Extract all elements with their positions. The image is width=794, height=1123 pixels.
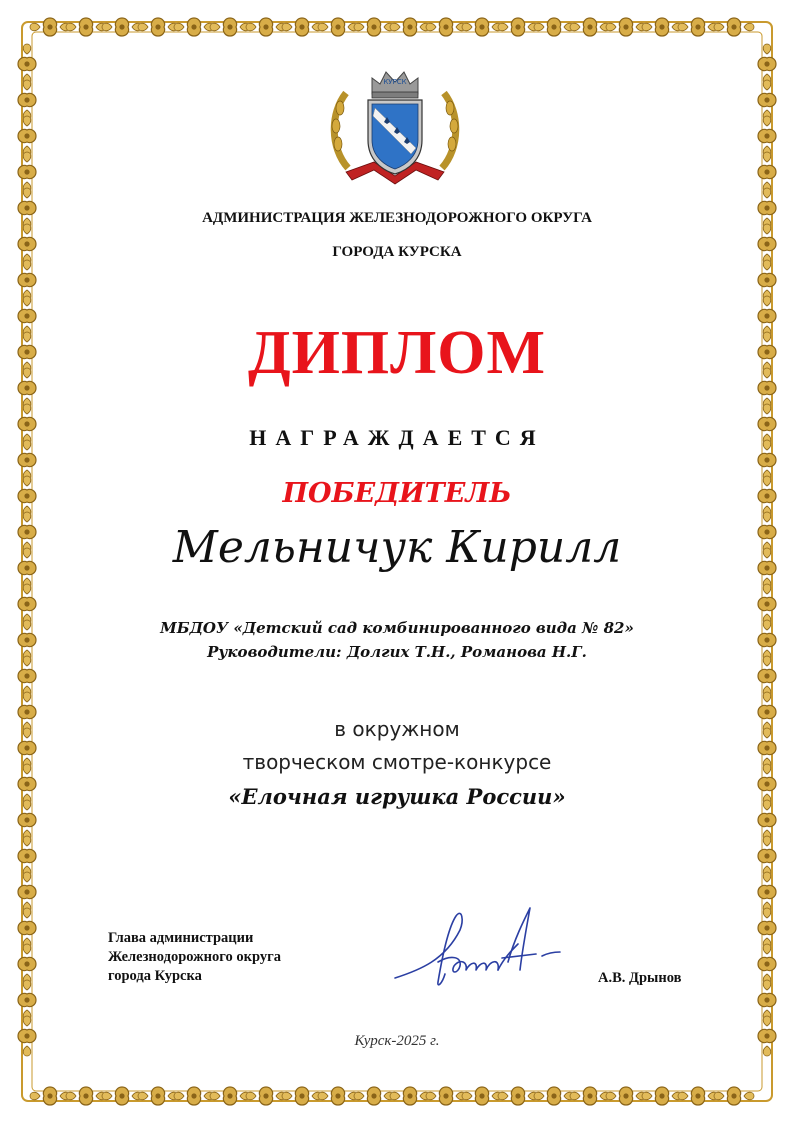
frame-ornament [30, 1087, 70, 1105]
frame-ornament [758, 260, 776, 300]
coat-of-arms [328, 68, 462, 186]
frame-ornament [174, 1087, 214, 1105]
frame-ornament [462, 1087, 502, 1105]
svg-text:КУРСК: КУРСК [383, 78, 407, 86]
frame-ornament [758, 584, 776, 624]
frame-ornament [18, 980, 36, 1020]
contest-line-1: в окружном [334, 717, 460, 741]
frame-ornament [210, 1087, 250, 1105]
frame-ornament [642, 18, 682, 36]
frame-ornament [18, 584, 36, 624]
frame-ornament [462, 18, 502, 36]
signatory-position-line-3: города Курска [108, 968, 202, 984]
signatory-position-line-2: Железнодорожного округа [108, 949, 281, 965]
frame-ornament [18, 836, 36, 876]
signatory-position [108, 929, 281, 986]
organization: МБДОУ «Детский сад комбинированного вида № 82» [160, 619, 634, 637]
frame-ornament [18, 260, 36, 300]
frame-ornament [246, 1087, 286, 1105]
frame-ornament [498, 18, 538, 36]
frame-ornament [758, 116, 776, 156]
frame-ornament [758, 656, 776, 696]
frame-ornament [354, 1087, 394, 1105]
signatory-name: А.В. Дрынов [598, 970, 682, 986]
frame-ornament [210, 18, 250, 36]
frame-ornament [714, 18, 754, 36]
frame-ornament [758, 836, 776, 876]
frame-ornament [390, 1087, 430, 1105]
frame-ornament [138, 1087, 178, 1105]
recipient-name: Мельничук Кирилл [172, 522, 622, 573]
frame-ornament [758, 980, 776, 1020]
frame-ornament [758, 944, 776, 984]
frame-ornament [66, 18, 106, 36]
frame-ornament [570, 1087, 610, 1105]
signature [390, 900, 570, 995]
frame-ornament [498, 1087, 538, 1105]
frame-ornament [714, 1087, 754, 1105]
frame-ornament [758, 872, 776, 912]
frame-ornament [758, 908, 776, 948]
frame-ornament [606, 1087, 646, 1105]
frame-ornament [18, 116, 36, 156]
frame-ornament [138, 18, 178, 36]
frame-ornament [758, 152, 776, 192]
signatory-position-line-1: Глава администрации [108, 930, 254, 946]
frame-ornament [282, 18, 322, 36]
frame-ornament [18, 872, 36, 912]
frame-ornament [570, 18, 610, 36]
frame-ornament [18, 908, 36, 948]
frame-ornament [246, 18, 286, 36]
frame-ornament [642, 1087, 682, 1105]
frame-ornament [102, 18, 142, 36]
supervisors: Руководители: Долгих Т.Н., Романова Н.Г. [207, 643, 587, 661]
frame-ornament [18, 944, 36, 984]
diploma-title: ДИПЛОМ [247, 319, 547, 387]
frame-ornament [426, 1087, 466, 1105]
frame-ornament [534, 1087, 574, 1105]
contest-name: «Елочная игрушка России» [228, 784, 566, 809]
footer-city-year: Курск-2025 г. [354, 1033, 440, 1049]
frame-ornament [18, 656, 36, 696]
frame-ornament [282, 1087, 322, 1105]
header-line-2: ГОРОДА КУРСКА [332, 244, 462, 260]
frame-ornament [678, 18, 718, 36]
frame-ornament [758, 44, 776, 84]
frame-ornament [606, 18, 646, 36]
frame-ornament [758, 80, 776, 120]
frame-ornament [18, 80, 36, 120]
frame-ornament [390, 18, 430, 36]
frame-ornament [102, 1087, 142, 1105]
frame-ornament [678, 1087, 718, 1105]
frame-ornament [174, 18, 214, 36]
frame-ornament [18, 152, 36, 192]
frame-ornament [426, 18, 466, 36]
awarded-label: НАГРАЖДАЕТСЯ [249, 425, 545, 450]
frame-ornament [318, 1087, 358, 1105]
frame-ornament [354, 18, 394, 36]
frame-ornament [66, 1087, 106, 1105]
contest-line-2: творческом смотре-конкурсе [242, 750, 552, 774]
place-label: ПОБЕДИТЕЛЬ [282, 478, 512, 509]
frame-ornament [318, 18, 358, 36]
frame-ornament [30, 18, 70, 36]
frame-ornament [534, 18, 574, 36]
frame-ornament [18, 44, 36, 84]
header-line-1: АДМИНИСТРАЦИЯ ЖЕЛЕЗНОДОРОЖНОГО ОКРУГА [202, 210, 592, 226]
